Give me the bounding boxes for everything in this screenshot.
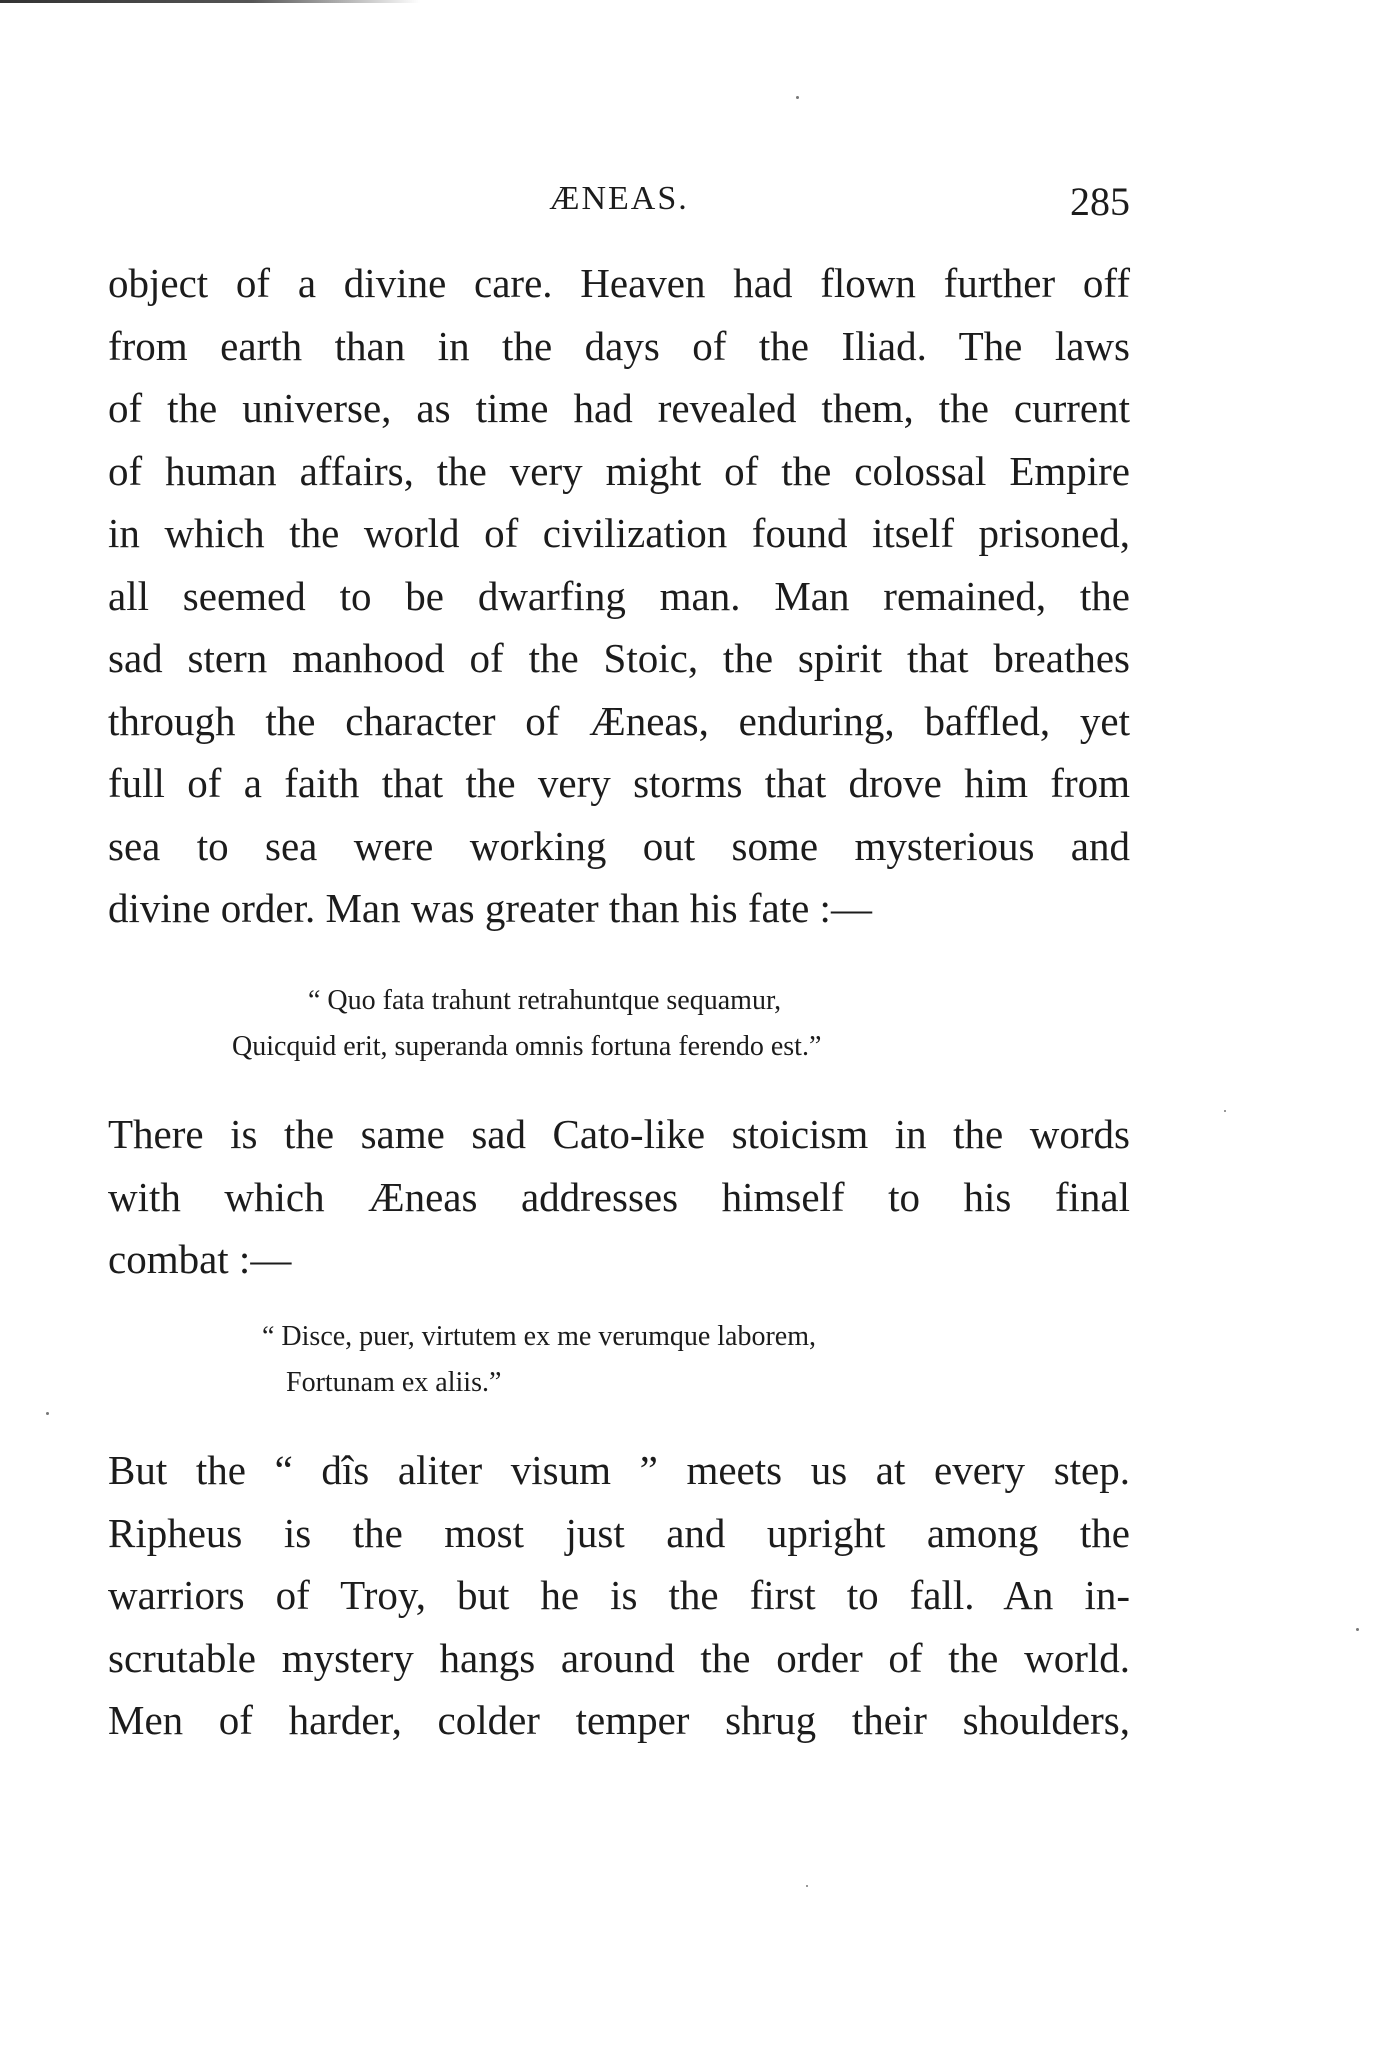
text-line: sea to sea were working out some mysterious and bbox=[108, 822, 1130, 869]
paragraph-2 bbox=[108, 1103, 1130, 1291]
text-line: There is the same sad Cato-like stoicism in the words bbox=[108, 1111, 1130, 1157]
verse-line: “ Disce, puer, virtutem ex me verumque laborem, bbox=[262, 1321, 817, 1352]
text-line: object of a divine care. Heaven had flown further off bbox=[108, 260, 1130, 306]
text-line: of the universe, as time had revealed them, the current bbox=[108, 385, 1130, 431]
text-line: But the “ dîs aliter visum ” meets us at every step. bbox=[108, 1447, 1130, 1493]
page-number: 285 bbox=[1070, 179, 1130, 224]
text-line: full of a faith that the very storms that drove him from bbox=[108, 760, 1130, 806]
paper-speck bbox=[46, 1412, 49, 1415]
paper-speck bbox=[1356, 1628, 1359, 1631]
text-line: sad stern manhood of the Stoic, the spirit that breathes bbox=[108, 635, 1130, 681]
text-line: from earth than in the days of the Iliad. The laws bbox=[108, 322, 1130, 369]
text-line: Ripheus is the most just and upright among the bbox=[108, 1509, 1130, 1556]
paper-speck bbox=[796, 96, 799, 99]
verse-line: Quicquid erit, superanda omnis fortuna ferendo est.” bbox=[232, 1031, 822, 1062]
text-line: combat :— bbox=[108, 1236, 292, 1282]
verse-line: “ Quo fata trahunt retrahuntque sequamur, bbox=[308, 985, 782, 1016]
text-line: with which Æneas addresses himself to his final bbox=[108, 1173, 1130, 1220]
text-line: all seemed to be dwarfing man. Man remained, the bbox=[108, 572, 1130, 619]
text-line: divine order. Man was greater than his fate :— bbox=[108, 885, 872, 931]
paragraph-3 bbox=[108, 1439, 1130, 1752]
verse-line: Fortunam ex aliis.” bbox=[286, 1367, 502, 1398]
running-head: ÆNEAS. bbox=[549, 180, 689, 217]
text-line: of human affairs, the very might of the colossal Empire bbox=[108, 447, 1130, 494]
verse-quote-1 bbox=[232, 978, 821, 1070]
paper-speck bbox=[1224, 1110, 1226, 1112]
text-line: Men of harder, colder temper shrug their shoulders, bbox=[108, 1697, 1130, 1743]
verse-quote-2 bbox=[262, 1314, 816, 1406]
text-line: through the character of Æneas, enduring, baffled, yet bbox=[108, 697, 1130, 744]
paper-speck bbox=[806, 1885, 808, 1887]
text-line: in which the world of civilization found itself prisoned, bbox=[108, 510, 1130, 556]
text-line: warriors of Troy, but he is the first to fall. An in- bbox=[108, 1572, 1130, 1618]
paragraph-1 bbox=[108, 252, 1130, 940]
page-header bbox=[108, 180, 1130, 224]
text-line: scrutable mystery hangs around the order of the world. bbox=[108, 1634, 1130, 1681]
top-edge-rule bbox=[0, 0, 420, 3]
